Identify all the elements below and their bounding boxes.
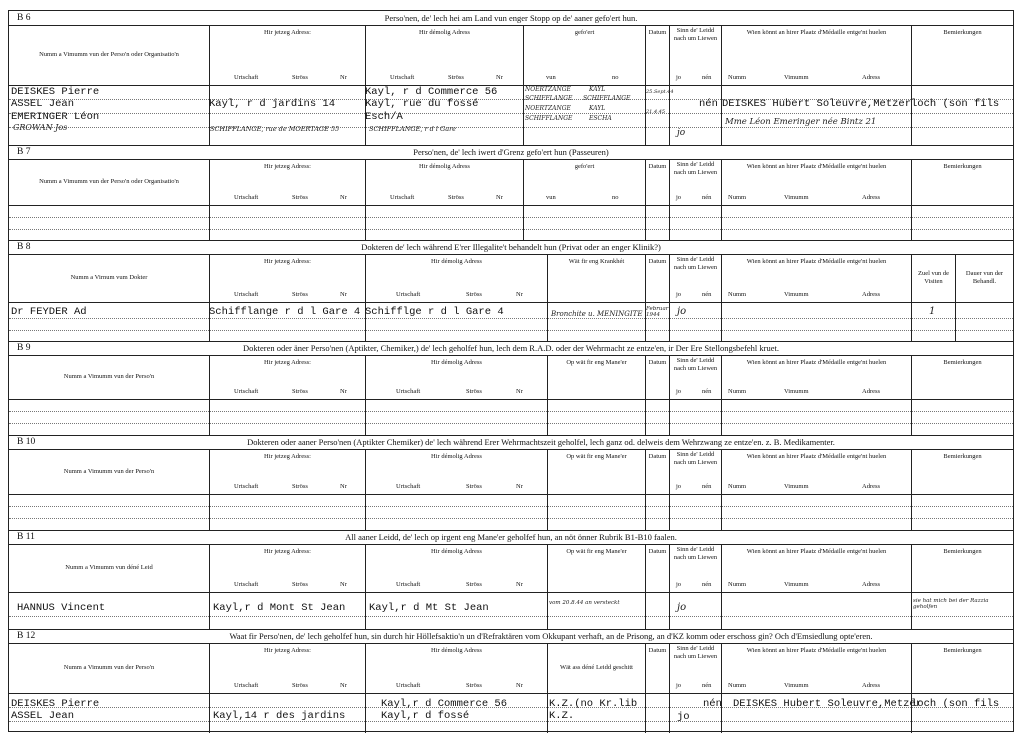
former-address: Kayl,r d fossé	[381, 710, 470, 722]
table-row	[9, 592, 1013, 617]
medal-recipient: DEISKES Hubert Soleuvre,Metzer	[733, 698, 923, 710]
section-b10	[9, 435, 1013, 530]
former-address: Kayl,r d Mt St Jean	[369, 602, 489, 614]
current-address: SCHIFFLANGE, rue de MOERTAGE 55	[210, 125, 340, 133]
registration-form	[8, 10, 1014, 732]
table-row	[9, 302, 1013, 319]
person-name: EMERINGER Léon	[11, 111, 100, 123]
section-b9	[9, 341, 1013, 435]
what-happened: K.Z.(no Kr.lib	[549, 698, 638, 710]
former-address: Kayl, r d Commerce 56	[365, 86, 498, 98]
current-address: Schifflange r d l Gare 4	[209, 306, 361, 318]
column-headers: Numm a Vimumm vun déné Leid Hir jetzeg Adress: Urtschaft Ströss Nr Hir démolig Adress Urtschaft Ströss Nr Op wät fir eng Mane'er Datum Sinn de' Leidd nach um Liewen jo nén Wien könnt an hirer Plaatz d'Médaille entge'nt huelen Numm Vimumm Adress Bemierkungen	[9, 544, 1013, 593]
section-header: B 7 Perso'nen, de' lech iwert d'Grenz gefo'ert hun (Passeuren)	[9, 145, 1013, 160]
visit-count: 1	[929, 306, 936, 317]
illness: Bronchite u. MENINGITE	[551, 310, 643, 318]
what-happened: K.Z.	[549, 710, 575, 722]
column-headers: Numm a Virnum vum Dokter Hir jetzeg Adress: Urtschaft Ströss Nr Hir démolig Adress Urtschaft Ströss Nr Wät fir eng Krankhét Datum Sinn de' Leidd nach um Liewen jo nén Wien könnt an hirer Plaatz d'Médaille entge'nt huelen Numm Vimumm Adress Zuel vun de Visiten Dauer vun der Behandl.	[9, 254, 1013, 303]
person-name: GROWAN Jos	[13, 123, 68, 132]
section-b8: B 8 Dokteren de' lech während E'rer Illegalite't behandelt hun (Privat oder an enger Klinik?) Numm a Virnum vum Dokter Hir jetzeg Adress: Urtschaft Ströss Nr Hir démolig Adress Urtschaft Ströss Nr Wät fir eng Krankhét Datum Sinn de' Leidd nach um Liewen jo nén Wien könnt an hirer Plaatz d'Médaille entge'nt huelen Numm Vimumm Adress Zuel vun de Visiten Dauer vun der Behandl. Dr FEYDER Ad Schifflange r d l Gare 4 Schifflge r d l Gare 4 Bronchite u. MENINGITE Februar 1944 jo 1	[9, 240, 1013, 341]
former-address: Schifflge r d l Gare 4	[365, 306, 504, 318]
column-headers: Numm a Vimumm vun der Perso'n oder Organisatio'n Hir jetzeg Adress: Urtschaft Ströss Nr Hir démolig Adress Urtschaft Ströss Nr gefo'ert vun no Datum Sinn de' Leidd nach um Liewen jo nén Wien könnt an hirer Plaatz d'Médaille entge'nt huelen Numm Vimumm Adress Bemierkungen	[9, 159, 1013, 206]
doctor-name: Dr FEYDER Ad	[11, 306, 87, 318]
current-address: Kayl,r d Mont St Jean	[213, 602, 346, 614]
medal-recipient: DEISKES Hubert Soleuvre,Metzer	[722, 98, 912, 110]
former-address: SCHIFFLANGE, r d l Gare	[369, 125, 457, 133]
former-address: Esch/A	[365, 111, 403, 123]
former-address: Kayl, rue du fossé	[365, 98, 479, 110]
current-address: Kayl, r d jardins 14	[209, 98, 336, 110]
person-name: DEISKES Pierre	[11, 86, 100, 98]
column-headers: Numm a Vimumm vun der Perso'n Hir jetzeg Adress: Urtschaft Ströss Nr Hir démolig Adress Urtschaft Ströss Nr Op wät fir eng Mane'er Datum Sinn de' Leidd nach um Liewen jo nén Wien könnt an hirer Plaatz d'Médaille entge'nt huelen Numm Vimumm Adress Bemierkungen	[9, 355, 1013, 400]
column-headers: Numm a Vimumm vun der Perso'n oder Organisatio'n Hir jetzeg Adress: Urtschaft Ströss Nr Hir démolig Adress Urtschaft Ströss Nr gefo'ert vun no Datum Sinn de' Leidd nach um Liewen jo nén Wien könnt an hirer Plaatz d'Médaille entge'nt huelen Numm Vimumm Adress Bemierkungen	[9, 25, 1013, 86]
section-header: B 10 Dokteren oder aaner Perso'nen (Aptikter Chemiker) de' lech während Erer Wehrmachtszeit geholfel, lech ganz od. delweis dem Wehrzwang ze entze'en. z. B. Medikamenter.	[9, 435, 1013, 450]
section-b11: B 11 All aaner Leidd, de' lech op irgent eng Mane'er geholfef hun, an nöt önner Rubrik B1-B10 faalen. Numm a Vimumm vun déné Leid Hir jetzeg Adress: Urtschaft Ströss Nr Hir démolig Adress Urtschaft Ströss Nr Op wät fir eng Mane'er Datum Sinn de' Leidd nach um Liewen jo nén Wien könnt an hirer Plaatz d'Médaille entge'nt huelen Numm Vimumm Adress Bemierkungen HANNUS Vincent Kayl,r d Mont St Jean Kayl,r d Mt St Jean vom 20.8.44 an versteckt jo sie hat mich bei der Razzia geholfen	[9, 530, 1013, 629]
remarks: loch (son fils	[911, 98, 1000, 110]
person-name: HANNUS Vincent	[17, 602, 106, 614]
section-header: B 12 Waat fir Perso'nen, de' lech geholfef hun, sin durch hir Höllefsaktio'n un d'Refraktären vom Okkupant verhaft, an de Prisong, an d'KZ komm oder erschoss gin? Och d'Emsiedlung opte'eren.	[9, 629, 1013, 644]
section-title: Perso'nen, de' lech hei am Land vun enger Stopp op de' aaner gefo'ert hun.	[384, 13, 638, 23]
former-address: Kayl,r d Commerce 56	[381, 698, 508, 710]
remarks: loch (son fils	[911, 698, 1000, 710]
section-header: B 8 Dokteren de' lech während E'rer Illegalite't behandelt hun (Privat oder an enger Klinik?)	[9, 240, 1013, 255]
table-row	[9, 127, 1013, 146]
section-b6: B 6 Perso'nen, de' lech hei am Land vun enger Stopp op de' aaner gefo'ert hun. Numm a Vimumm vun der Perso'n oder Organisatio'n Hir jetzeg Adress: Urtschaft Ströss Nr Hir démolig Adress Urtschaft Ströss Nr gefo'ert vun no Datum Sinn de' Leidd nach um Liewen jo nén Wien könnt an hirer Plaatz d'Médaille entge'nt huelen Numm Vimumm Adress Bemierkungen DEISKES Pierre ASSEL Jean EMERINGER Léon GROWAN Jos Kayl, r d jardins 14 SCHIFFLANGE, rue de MOERTAGE 55 Kayl, r d Commerce 56 Kayl, rue du fossé Esch/A SCHIFFLANGE, r d l Gare NOERTZANGE SCHIFFLANGE NOERTZANGE SCHIFFLANGE KAYL SCHIFFLANGE KAYL ESCHA 25.Sept.44 21.4.45 jo nén DEISKES Hubert Soleuvre,Metzer loch (son fils Mme Léon Emeringer née Bintz 21	[9, 11, 1013, 145]
col-name: Numm a Vimumm vun der Perso'n oder Organisatio'n	[39, 51, 179, 58]
person-name: DEISKES Pierre	[11, 698, 100, 710]
current-address: Kayl,14 r des jardins	[213, 710, 346, 722]
person-name: ASSEL Jean	[11, 710, 75, 722]
section-header	[9, 11, 1013, 26]
section-header: B 9 Dokteren oder äner Perso'nen (Aptikter, Chemiker,) de' lech geholfef hun, lech dem R.A.D. oder der Wehrmacht ze entze'en, ir Der Ere Stellongsbefehl kruet.	[9, 341, 1013, 356]
column-headers: Numm a Vimumm vun der Perso'n Hir jetzeg Adress: Urtschaft Ströss Nr Hir démolig Adress Urtschaft Ströss Nr Op wät fir eng Mane'er Datum Sinn de' Leidd nach um Liewen jo nén Wien könnt an hirer Plaatz d'Médaille entge'nt huelen Numm Vimumm Adress Bemierkungen	[9, 449, 1013, 495]
column-headers: Numm a Vimumm vun der Perso'n Hir jetzeg Adress: Urtschaft Ströss Nr Hir démolig Adress Urtschaft Ströss Nr Wät ass déné Leidd geschitt Datum Sinn de' Leidd nach um Liewen jo nén Wien könnt an hirer Plaatz d'Médaille entge'nt huelen Numm Vimumm Adress Bemierkungen	[9, 643, 1013, 694]
section-code: B 6	[17, 13, 31, 23]
person-name: ASSEL Jean	[11, 98, 75, 110]
remarks: sie hat mich bei der Razzia geholfen	[913, 598, 989, 610]
table-row	[9, 616, 1013, 630]
section-b7	[9, 145, 1013, 240]
section-b12: B 12 Waat fir Perso'nen, de' lech geholfef hun, sin durch hir Höllefsaktio'n un d'Refraktären vom Okkupant verhaft, an de Prisong, an d'KZ komm oder erschoss gin? Och d'Emsiedlung opte'eren. Numm a Vimumm vun der Perso'n Hir jetzeg Adress: Urtschaft Ströss Nr Hir démolig Adress Urtschaft Ströss Nr Wät ass déné Leidd geschitt Datum Sinn de' Leidd nach um Liewen jo nén Wien könnt an hirer Plaatz d'Médaille entge'nt huelen Numm Vimumm Adress Bemierkungen DEISKES Pierre ASSEL Jean Kayl,14 r des jardins Kayl,r d Commerce 56 Kayl,r d fossé K.Z.(no Kr.lib K.Z. nén jo DEISKES Hubert Soleuvre,Metzer loch (son fils	[9, 629, 1013, 733]
medal-recipient: Mme Léon Emeringer née Bintz 21	[725, 117, 877, 127]
section-header: B 11 All aaner Leidd, de' lech op irgent eng Mane'er geholfef hun, an nöt önner Rubrik B1-B10 faalen.	[9, 530, 1013, 545]
help-method: vom 20.8.44 an versteckt	[549, 600, 620, 606]
